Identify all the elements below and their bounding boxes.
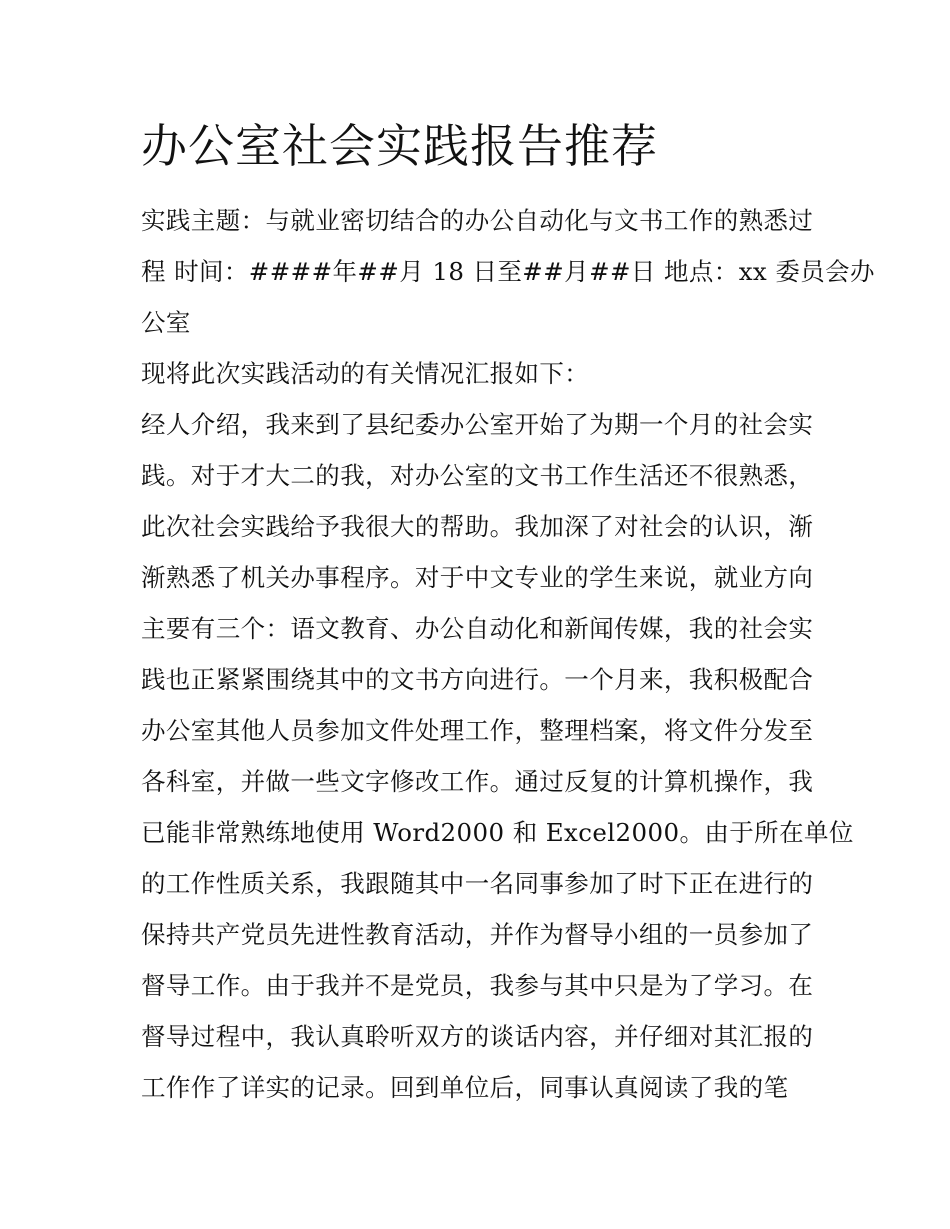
text-line: 督导过程中，我认真聆听双方的谈话内容，并仔细对其汇报的: [141, 1022, 814, 1051]
document-title: 办公室社会实践报告推荐: [141, 119, 658, 173]
text-line: 工作作了详实的记录。回到单位后，同事认真阅读了我的笔: [141, 1073, 789, 1102]
text-line: 主要有三个：语文教育、办公自动化和新闻传媒，我的社会实: [141, 614, 814, 643]
text-line: 的工作性质关系，我跟随其中一名同事参加了时下正在进行的: [141, 869, 814, 898]
text-line: 保持共产党员先进性教育活动，并作为督导小组的一员参加了: [141, 920, 814, 949]
text-line: 践也正紧紧围绕其中的文书方向进行。一个月来，我积极配合: [141, 665, 814, 694]
text-line: 程 时间：####年##月 18 日至##月##日 地点：xx 委员会办: [141, 257, 875, 286]
text-line: 督导工作。由于我并不是党员，我参与其中只是为了学习。在: [141, 971, 814, 1000]
text-line: 现将此次实践活动的有关情况汇报如下：: [141, 359, 590, 388]
text-line: 渐熟悉了机关办事程序。对于中文专业的学生来说，就业方向: [141, 563, 814, 592]
text-line: 办公室其他人员参加文件处理工作，整理档案，将文件分发至: [141, 716, 814, 745]
text-line: 践。对于才大二的我，对办公室的文书工作生活还不很熟悉，: [141, 461, 814, 490]
text-line: 经人介绍，我来到了县纪委办公室开始了为期一个月的社会实: [141, 410, 814, 439]
text-line: 此次社会实践给予我很大的帮助。我加深了对社会的认识，渐: [141, 512, 814, 541]
text-line: 已能非常熟练地使用 Word2000 和 Excel2000。由于所在单位: [141, 818, 854, 847]
text-line: 公室: [141, 308, 191, 337]
text-line: 各科室，并做一些文字修改工作。通过反复的计算机操作，我: [141, 767, 814, 796]
text-line: 实践主题：与就业密切结合的办公自动化与文书工作的熟悉过: [141, 206, 814, 235]
